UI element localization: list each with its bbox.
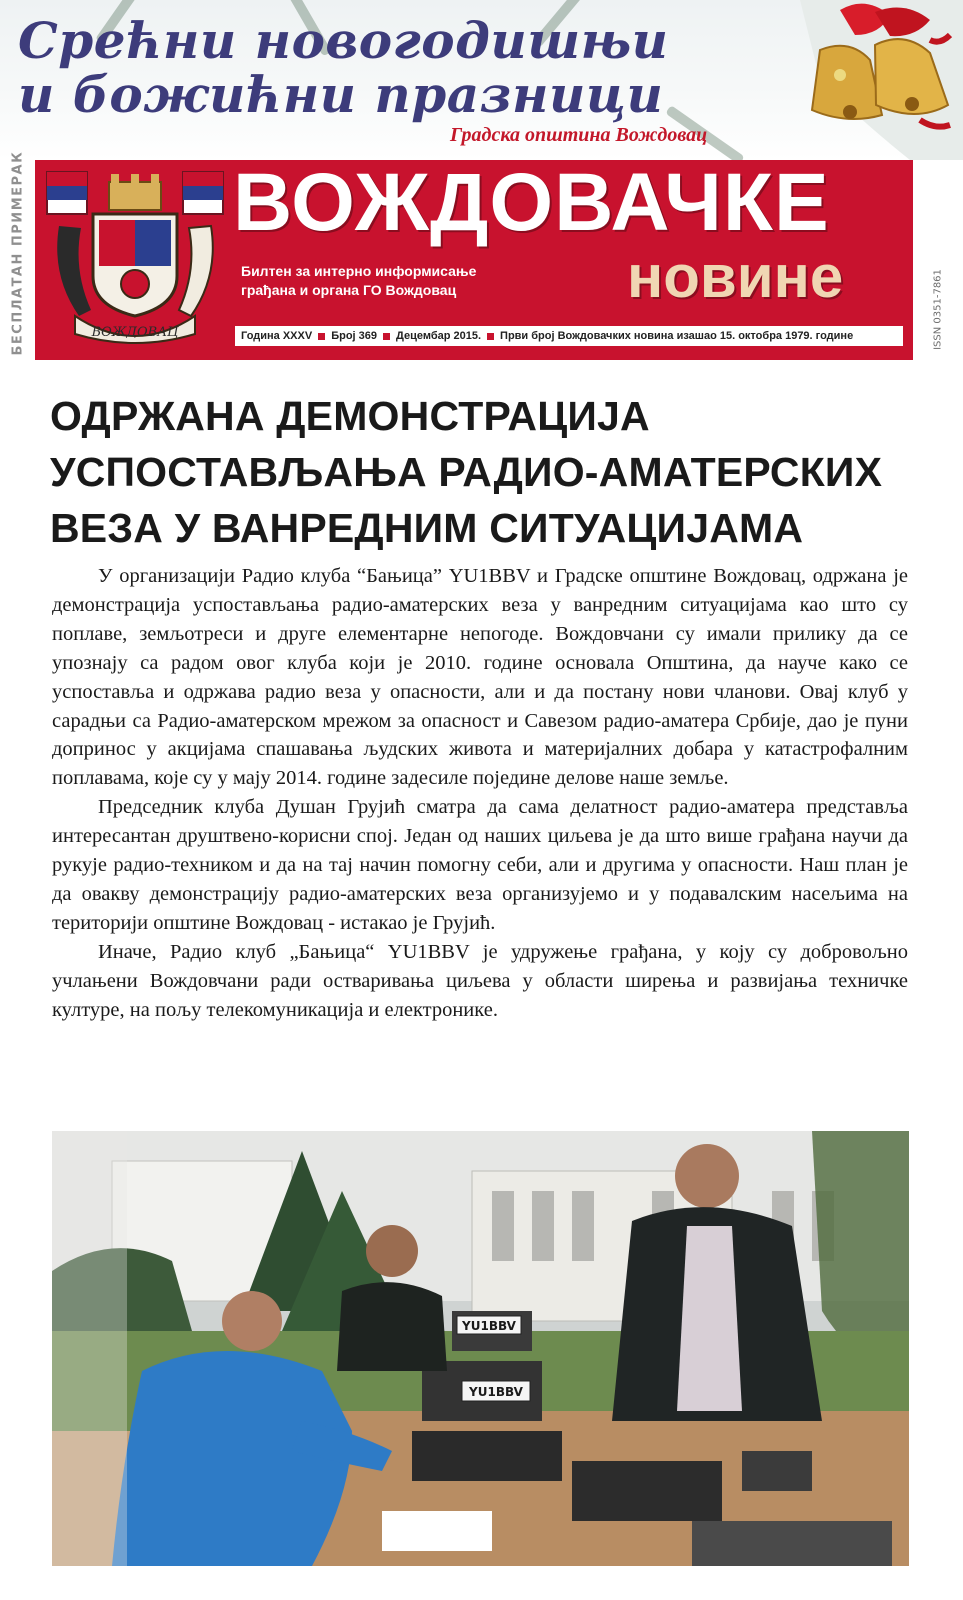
- square-bullet-icon: [318, 333, 325, 340]
- masthead: [35, 160, 913, 360]
- issue-number: Број 369: [331, 330, 377, 342]
- issn-vertical-note: [918, 258, 958, 368]
- square-bullet-icon: [383, 333, 390, 340]
- bulletin-line-1: Билтен за интерно информисање: [241, 263, 477, 279]
- issue-year: Година XXXV: [241, 330, 313, 342]
- article-paragraph-2: Председник клуба Душан Грујић сматра да сама делатност радио-аматера представља интересантан друштвено-корисни спој. Један од наших циљева је да што више грађана научи да рукује радио-техником и да на тај начин помогну себи, али и другима у опасности. Наш план је да овакву демонстрацију радио-аматерских веза организујемо и у подавалским насељима на територији општине Вождовац - истакао је Грујић.: [52, 796, 908, 934]
- newspaper-subtitle: новине: [627, 243, 844, 310]
- headline-line-2: УСПОСТАВЉАЊА РАДИО-АМАТЕРСКИХ: [50, 449, 883, 495]
- article-paragraph-3: Иначе, Радио клуб „Бањица“ YU1BBV је удружење грађана, у коју су добровољно учлањени Вождовчани ради остваривања циљева у области ширења и развијања техничке културе, на пољу телекомуникација и електронике.: [52, 940, 908, 1021]
- greeting-signature: Градска општина Вождовац: [450, 124, 708, 146]
- headline-line-1: ОДРЖАНА ДЕМОНСТРАЦИЈА: [50, 393, 650, 439]
- christmas-bells-icon: [780, 0, 963, 160]
- free-copy-vertical-note: [0, 150, 35, 370]
- headline-line-3: ВЕЗА У ВАНРЕДНИМ СИТУАЦИЈАМА: [50, 505, 804, 551]
- bulletin-line-2: грађана и органа ГО Вождовац: [241, 282, 457, 298]
- article-body: [52, 562, 908, 1025]
- issue-date: Децембар 2015.: [396, 330, 482, 342]
- article-headline: [50, 388, 930, 556]
- greeting-line-2: и божићни празници: [18, 65, 664, 124]
- holiday-greeting-banner: [0, 0, 963, 160]
- newspaper-title: ВОЖДОВАЧКЕ: [233, 160, 830, 248]
- square-bullet-icon: [487, 333, 494, 340]
- issn-label: ISSN 0351-7861: [932, 269, 944, 350]
- crest-label: ВОЖДОВАЦ: [91, 325, 179, 340]
- article-paragraph-1: У организацији Радио клуба “Бањица” YU1BBV и Градске општине Вождовац, одржана је демонстрација успостављања радио-аматерских веза у ванредним ситуацијама као што су поплаве, земљотреси и друге елементарне непогоде. Вождовчани су имали прилику да се упознају са радом овог клуба који је 2010. године основала Општина, да науче како се успоставља и одржава радио веза у опасности, али и да постану нови чланови. Овај клуб у сарадњи са Радио-аматерском мрежом за опасност и Савезом радио-аматера Србије, дао је пуни допринос у акцијама спашавања људских живота и материјалних добара у катастрофалним поплавама, које су у мају 2014. године задесиле поједине делове наше земље.: [52, 565, 908, 790]
- greeting-line-1: Срећни новогодишњи: [18, 11, 669, 70]
- free-copy-label: БЕСПЛАТАН ПРИМЕРАК: [10, 150, 26, 356]
- radio-amateurs-photo-illustration: [52, 1131, 909, 1566]
- municipality-crest-icon: [45, 166, 225, 354]
- photo-plate-2: YU1BBV: [469, 1385, 523, 1399]
- issue-info-bar: [235, 326, 903, 346]
- photo-plate-1: YU1BBV: [462, 1319, 516, 1333]
- first-issue-note: Први број Вождовачких новина изашао 15. октобра 1979. године: [500, 330, 854, 342]
- bulletin-description: [241, 262, 476, 300]
- article-photo: [52, 1131, 909, 1566]
